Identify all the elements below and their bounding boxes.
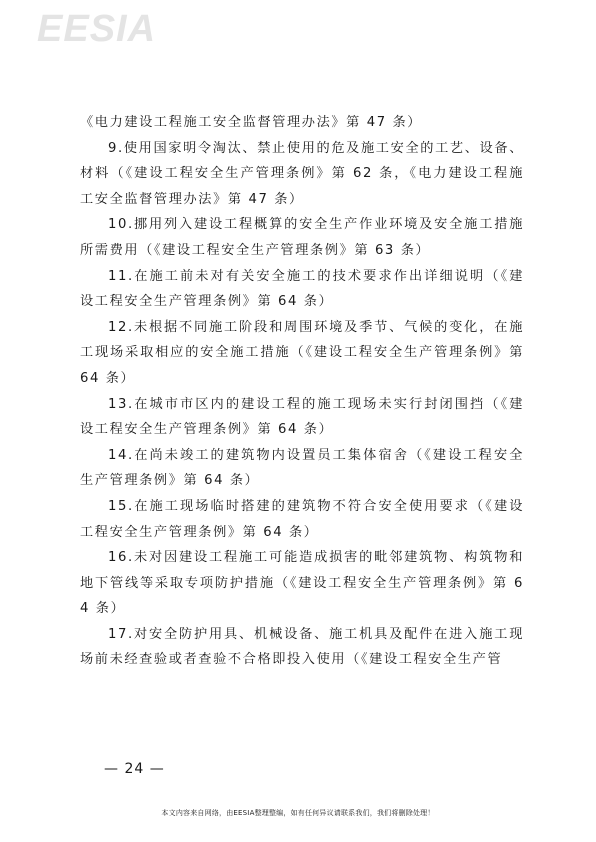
paragraph: 10.挪用列入建设工程概算的安全生产作业环境及安全施工措施所需费用（《建设工程安全生产管理条例》第 63 条）: [80, 217, 524, 258]
paragraph: 16.未对因建设工程施工可能造成损害的毗邻建筑物、构筑物和地下管线等采取专项防护措施（《建设工程安全生产管理条例》第 64 条）: [80, 550, 524, 617]
footer-disclaimer: 本文内容来自网络，由EESIA整理整编，如有任何异议请联系我们，我们将删除处理！: [161, 809, 435, 817]
page-number: — 24 —: [104, 761, 165, 777]
paragraph: 15.在施工现场临时搭建的建筑物不符合安全使用要求（《建设工程安全生产管理条例》第 64 条）: [80, 498, 524, 540]
paragraph: 13.在城市市区内的建设工程的施工现场未实行封闭围挡（《建设工程安全生产管理条例》第 64 条）: [80, 396, 524, 438]
paragraph: 《电力建设工程施工安全监督管理办法》第 47 条）: [80, 115, 423, 130]
paragraph: 12.未根据不同施工阶段和周围环境及季节、气候的变化，在施工现场采取相应的安全施工措施（《建设工程安全生产管理条例》第 64 条）: [80, 319, 524, 386]
paragraph: 14.在尚未竣工的建筑物内设置员工集体宿舍（《建设工程安全生产管理条例》第 64 条）: [80, 447, 524, 489]
paragraph: 17.对安全防护用具、机械设备、施工机具及配件在进入施工现场前未经查验或者查验不合格即投入使用（《建设工程安全生产管: [80, 626, 524, 668]
paragraph: 11.在施工前未对有关安全施工的技术要求作出详细说明（《建设工程安全生产管理条例》第 64 条）: [80, 268, 524, 310]
paragraph: 9.使用国家明令淘汰、禁止使用的危及施工安全的工艺、设备、材料（《建设工程安全生产管理条例》第 62 条，《电力建设工程施工安全监督管理办法》第 47 条）: [80, 140, 524, 207]
eesia-logo: EESIA: [37, 8, 157, 50]
document-body: [80, 110, 524, 673]
